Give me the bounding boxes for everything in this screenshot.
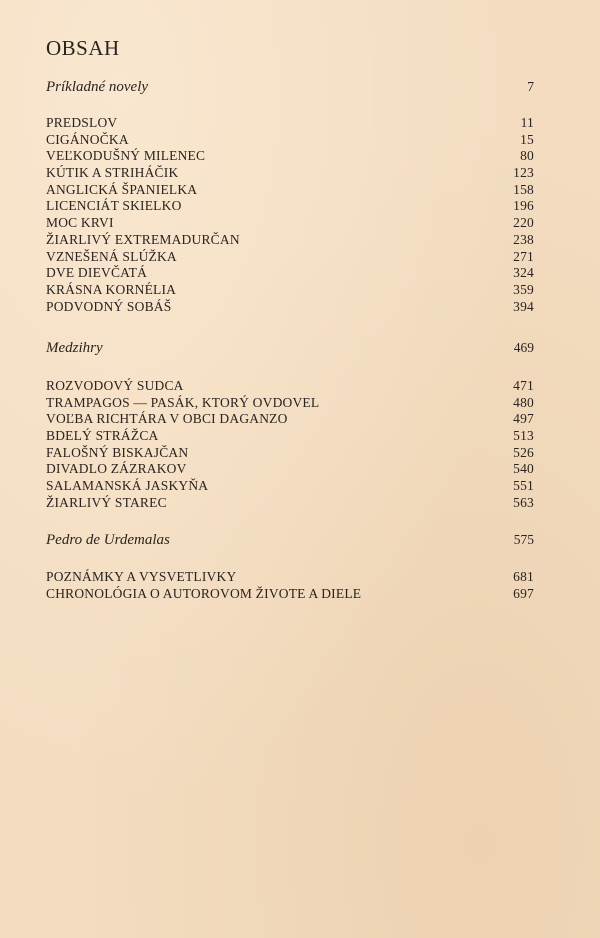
toc-entry-label: MOC KRVI <box>46 215 114 231</box>
toc-entry-page: 480 <box>513 394 534 410</box>
toc-entry <box>46 495 534 512</box>
toc-entry <box>46 198 534 215</box>
section-pedro-de-urdemalas <box>46 530 534 550</box>
toc-entry <box>46 395 534 412</box>
toc-entry-label: CHRONOLÓGIA O AUTOROVOM ŽIVOTE A DIELE <box>46 585 362 601</box>
toc-entry-page: 271 <box>513 248 534 264</box>
toc-entry <box>46 445 534 462</box>
toc-entry <box>46 428 534 445</box>
toc-entry-label: LICENCIÁT SKIELKO <box>46 198 182 214</box>
toc-entry-label: POZNÁMKY A VYSVETLIVKY <box>46 569 237 584</box>
toc-entry-page: 540 <box>513 461 534 477</box>
toc-entry-label: DVE DIEVČATÁ <box>46 265 148 281</box>
section-heading-label: Príkladné novely <box>46 79 149 95</box>
toc-entry <box>46 586 534 603</box>
toc-entry-label: KÚTIK A STRIHÁČIK <box>46 165 179 181</box>
toc-entry-page: 359 <box>513 281 534 297</box>
toc-entry <box>46 215 534 232</box>
section-heading <box>46 530 534 550</box>
toc-entry <box>46 249 534 266</box>
toc-entry-label: ANGLICKÁ ŠPANIELKA <box>46 181 198 197</box>
toc-entry-label: DIVADLO ZÁZRAKOV <box>46 461 187 477</box>
toc-entry-page: 513 <box>513 428 534 444</box>
section-heading-page: 469 <box>513 340 534 355</box>
section-heading <box>46 77 534 97</box>
toc-entry-page: 497 <box>513 411 534 427</box>
toc-entry <box>46 182 534 199</box>
toc-entry <box>46 478 534 495</box>
toc-entry-label: KRÁSNA KORNÉLIA <box>46 281 177 297</box>
section-heading-label: Medzihry <box>46 340 103 356</box>
section-heading <box>46 338 534 358</box>
toc-entry-label: ŽIARLIVÝ EXTREMADURČAN <box>46 231 240 247</box>
toc-entry-page: 123 <box>513 165 534 181</box>
toc-entry-label: BDELÝ STRÁŽCA <box>46 428 159 444</box>
toc-entry-page: 471 <box>513 378 534 393</box>
toc-entry <box>46 378 534 395</box>
toc-entry-page: 158 <box>513 181 534 197</box>
section-items-3 <box>46 569 534 602</box>
toc-entry-label: PODVODNÝ SOBÁŠ <box>46 298 172 314</box>
toc-entry-page: 394 <box>513 298 534 314</box>
toc-entry <box>46 115 534 132</box>
toc-entry-label: VOĽBA RICHTÁRA V OBCI DAGANZO <box>46 411 288 427</box>
toc-entry-page: 80 <box>520 148 534 164</box>
toc-entry-label: ŽIARLIVÝ STAREC <box>46 494 167 510</box>
section-prikladne-novely <box>46 77 534 97</box>
toc-entry <box>46 265 534 282</box>
toc-entry-page: 697 <box>513 585 534 601</box>
toc-entry-page: 551 <box>513 478 534 494</box>
page-title: OBSAH <box>46 36 120 60</box>
toc-entry-page: 220 <box>513 215 534 231</box>
toc-entry-label: PREDSLOV <box>46 115 118 130</box>
toc-entry-label: VEĽKODUŠNÝ MILENEC <box>46 148 206 164</box>
toc-entry <box>46 232 534 249</box>
toc-entry-page: 324 <box>513 265 534 281</box>
toc-entry <box>46 132 534 149</box>
toc-entry-label: CIGÁNOČKA <box>46 131 129 147</box>
toc-entry-label: VZNEŠENÁ SLÚŽKA <box>46 248 177 264</box>
section-heading-page: 7 <box>527 79 534 94</box>
toc-entry <box>46 299 534 316</box>
toc-entry-page: 15 <box>520 131 534 147</box>
toc-entry-page: 238 <box>513 231 534 247</box>
toc-entry-page: 11 <box>520 115 534 130</box>
toc-entry-label: FALOŠNÝ BISKAJČAN <box>46 444 189 460</box>
toc-entry-label: TRAMPAGOS — PASÁK, KTORÝ OVDOVEL <box>46 394 320 410</box>
section-heading-page: 575 <box>513 532 534 547</box>
toc-entry-page: 563 <box>513 494 534 510</box>
toc-entry-label: SALAMANSKÁ JASKYŇA <box>46 478 209 494</box>
toc-entry <box>46 411 534 428</box>
toc-entry-page: 681 <box>513 569 534 584</box>
toc-entry <box>46 165 534 182</box>
toc-entry <box>46 461 534 478</box>
section-heading-label: Pedro de Urdemalas <box>46 532 170 548</box>
section-items-1 <box>46 115 534 315</box>
toc-entry <box>46 282 534 299</box>
toc-entry <box>46 569 534 586</box>
toc-entry <box>46 148 534 165</box>
toc-entry-page: 196 <box>513 198 534 214</box>
section-medzihry <box>46 338 534 358</box>
toc-entry-label: ROZVODOVÝ SUDCA <box>46 378 184 393</box>
toc-entry-page: 526 <box>513 444 534 460</box>
section-items-2 <box>46 378 534 512</box>
